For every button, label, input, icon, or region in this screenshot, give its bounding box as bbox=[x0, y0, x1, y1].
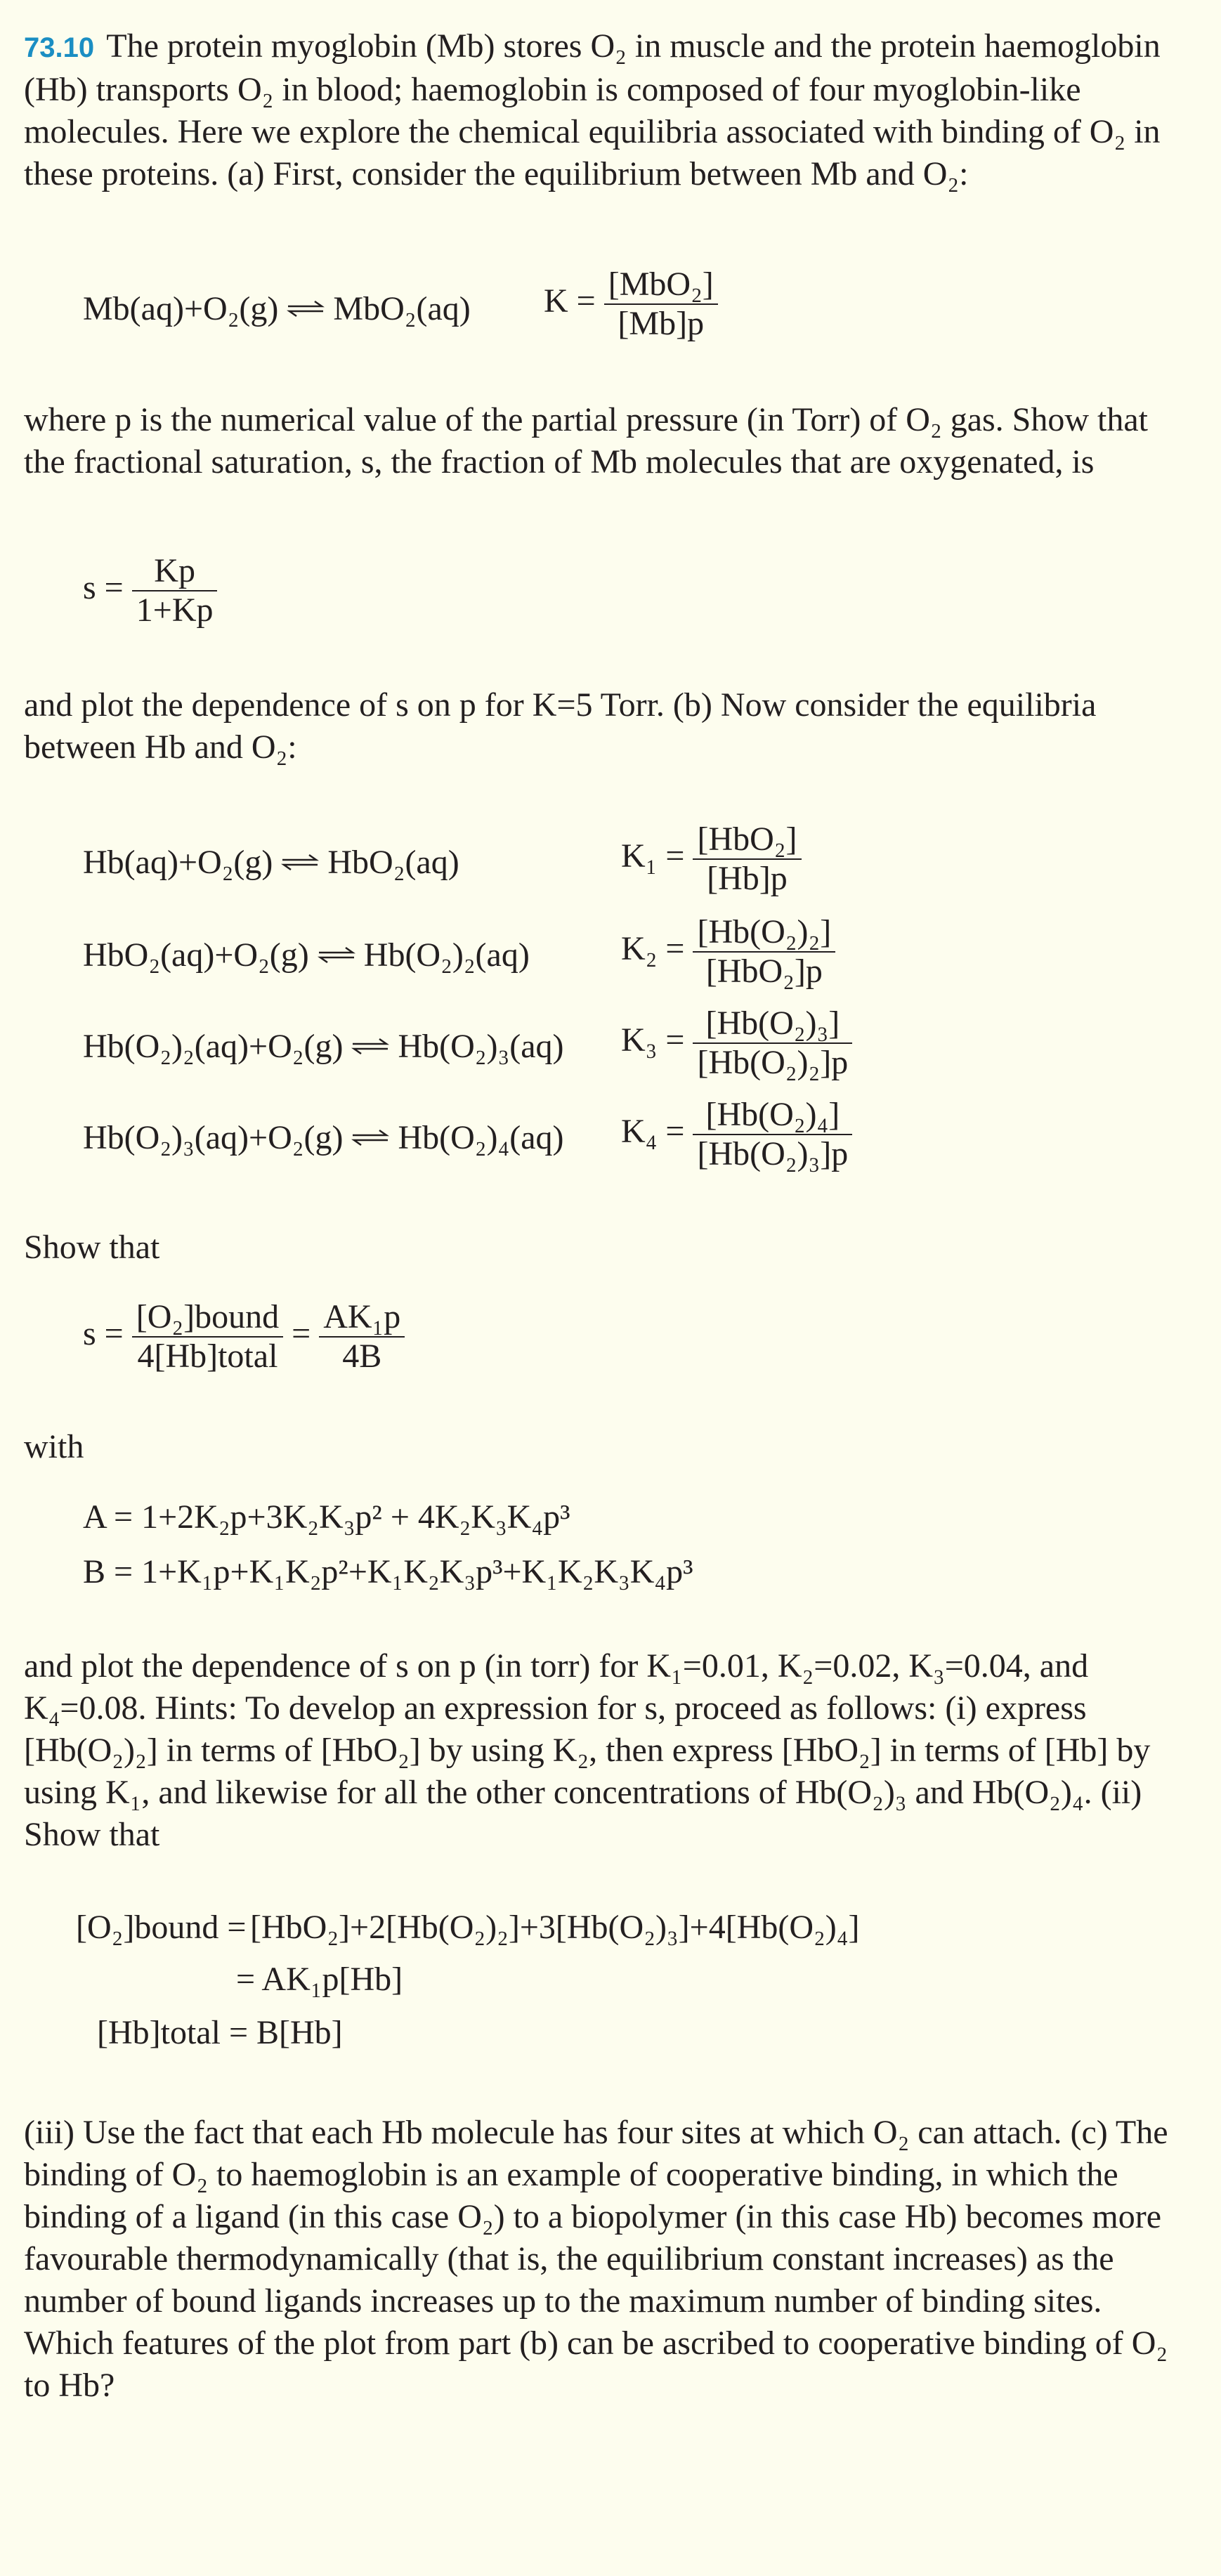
hb-eq-2 bbox=[83, 936, 530, 975]
where-paragraph: where p is the numerical value of the partial pressure (in Torr) of O₂ gas. Show that the fractional saturation, s, the fraction of Mb molecules that are oxygenated, is bbox=[24, 401, 1149, 480]
hb-eq-3 bbox=[83, 1027, 564, 1066]
A-expression: A = 1+2K₂p+3K₂K₃p² + 4K₂K₃K₄p³ bbox=[83, 1498, 570, 1536]
hb-K3-numerator: [Hb(O₂)₃] bbox=[693, 1005, 852, 1044]
mb-eq-left: Mb(aq)+O₂(g) bbox=[83, 290, 279, 327]
s2-fraction-2 bbox=[319, 1298, 405, 1375]
mb-K-fraction bbox=[604, 266, 718, 343]
s2-label: s = bbox=[83, 1315, 124, 1353]
with-text: with bbox=[24, 1428, 84, 1465]
hb-eq-3-right: Hb(O₂)₃(aq) bbox=[398, 1028, 564, 1065]
hb-K3-label: K₃ = bbox=[621, 1021, 685, 1059]
hb-eq-3-left: Hb(O₂)₂(aq)+O₂(g) bbox=[83, 1028, 344, 1065]
equilibrium-arrow-icon bbox=[281, 854, 319, 870]
hb-K3-fraction bbox=[693, 1005, 852, 1082]
hb-K1-denominator: [Hb]p bbox=[707, 860, 788, 897]
s2-numerator-2: AK₁p bbox=[319, 1298, 405, 1338]
s-hb-expression bbox=[83, 1298, 405, 1375]
hb-K1-fraction bbox=[693, 820, 801, 898]
mb-K-expression bbox=[544, 266, 718, 343]
s2-denominator-2: 4B bbox=[342, 1338, 382, 1375]
s-numerator: Kp bbox=[132, 552, 218, 591]
hb-eq-2-left: HbO₂(aq)+O₂(g) bbox=[83, 936, 309, 974]
equilibrium-arrow-icon bbox=[351, 1038, 389, 1054]
s2-denominator-1: 4[Hb]total bbox=[137, 1338, 278, 1375]
hb-K3-expression bbox=[621, 1005, 852, 1082]
hb-eq-4 bbox=[83, 1118, 564, 1158]
mb-K-denominator: [Mb]p bbox=[618, 305, 705, 342]
s-denominator: 1+Kp bbox=[136, 591, 214, 629]
hb-K1-expression bbox=[621, 820, 802, 898]
mb-K-label: K = bbox=[544, 282, 596, 320]
intro-text: The protein myoglobin (Mb) stores O₂ in muscle and the protein haemoglobin (Hb) transports O₂ in blood; haemoglobin is composed of four myoglobin-like molecules. Here we explore the chemical equilibria associated with binding of O₂ in these proteins. (a) First, consider the equilibrium between Mb and O₂: bbox=[24, 27, 1161, 192]
hb-K2-numerator: [Hb(O₂)₂] bbox=[693, 913, 835, 953]
hb-K2-denominator: [HbO₂]p bbox=[705, 953, 823, 990]
hb-eq-4-right: Hb(O₂)₄(aq) bbox=[398, 1119, 564, 1156]
mb-equilibrium bbox=[83, 289, 471, 329]
hints-paragraph: and plot the dependence of s on p (in torr) for K₁=0.01, K₂=0.02, K₃=0.04, and K₄=0.08. Hints: To develop an expression for s, proceed as follows: (i) express [Hb(O₂)₂] in terms of [HbO₂] by using K₂, then express [HbO₂] in terms of [Hb] by using K₁, and likewise for all the other concentrations of Hb(O₂)₃ and Hb(O₂)₄. (ii) Show that bbox=[24, 1647, 1151, 1853]
hb-K4-numerator: [Hb(O₂)₄] bbox=[693, 1096, 852, 1135]
hb-eq-4-left: Hb(O₂)₃(aq)+O₂(g) bbox=[83, 1119, 344, 1156]
equilibrium-arrow-icon bbox=[287, 300, 325, 317]
hb-eq-1-right: HbO₂(aq) bbox=[327, 844, 459, 881]
total-line: [Hb]total = B[Hb] bbox=[97, 2014, 343, 2051]
bound-line-lhs: [O₂]bound = bbox=[76, 1909, 247, 1946]
bound-line-2: = AK₁p[Hb] bbox=[236, 1961, 403, 1998]
hb-K3-denominator: [Hb(O₂)₂]p bbox=[697, 1044, 849, 1081]
hb-eq-1-left: Hb(aq)+O₂(g) bbox=[83, 844, 273, 881]
equilibrium-arrow-icon bbox=[351, 1129, 389, 1146]
hb-K2-label: K₂ = bbox=[621, 930, 685, 968]
mb-K-numerator: [MbO₂] bbox=[604, 266, 718, 305]
final-paragraph: (iii) Use the fact that each Hb molecule has four sites at which O₂ can attach. (c) The binding of O₂ to haemoglobin is an example of cooperative binding, in which the binding of a ligand (in this case O₂) to a biopolymer (in this case Hb) becomes more favourable thermodynamically (that is, the equilibrium constant increases) as the number of bound ligands increases up to the maximum number of binding sites. Which features of the plot from part (b) can be ascribed to cooperative binding of O₂ to Hb? bbox=[24, 2114, 1168, 2404]
hb-eq-2-right: Hb(O₂)₂(aq) bbox=[363, 936, 530, 974]
s-label: s = bbox=[83, 569, 124, 607]
bound-line-rhs: [HbO₂]+2[Hb(O₂)₂]+3[Hb(O₂)₃]+4[Hb(O₂)₄] bbox=[250, 1909, 860, 1946]
problem-number: 73.10 bbox=[24, 32, 95, 63]
show-that-text: Show that bbox=[24, 1229, 160, 1266]
hb-eq-1 bbox=[83, 843, 459, 882]
hb-K1-numerator: [HbO₂] bbox=[693, 820, 801, 860]
hb-K4-fraction bbox=[693, 1096, 852, 1173]
plot-paragraph: and plot the dependence of s on p for K=5 Torr. (b) Now consider the equilibria between Hb and O₂: bbox=[24, 686, 1097, 766]
problem-intro bbox=[24, 25, 1190, 195]
hb-K4-expression bbox=[621, 1096, 852, 1173]
mb-eq-right: MbO₂(aq) bbox=[333, 290, 471, 327]
B-expression: B = 1+K₁p+K₁K₂p²+K₁K₂K₃p³+K₁K₂K₃K₄p³ bbox=[83, 1553, 693, 1590]
hb-K2-expression bbox=[621, 913, 835, 990]
s2-fraction-1 bbox=[132, 1298, 283, 1375]
s2-equals: = bbox=[292, 1315, 311, 1353]
s-mb-expression bbox=[83, 552, 217, 629]
hb-K4-denominator: [Hb(O₂)₃]p bbox=[697, 1135, 849, 1172]
equilibrium-arrow-icon bbox=[318, 946, 355, 963]
s-fraction bbox=[132, 552, 218, 629]
hb-K1-label: K₁ = bbox=[621, 837, 685, 875]
hb-K4-label: K₄ = bbox=[621, 1113, 685, 1151]
s2-numerator-1: [O₂]bound bbox=[132, 1298, 283, 1338]
hb-K2-fraction bbox=[693, 913, 835, 990]
